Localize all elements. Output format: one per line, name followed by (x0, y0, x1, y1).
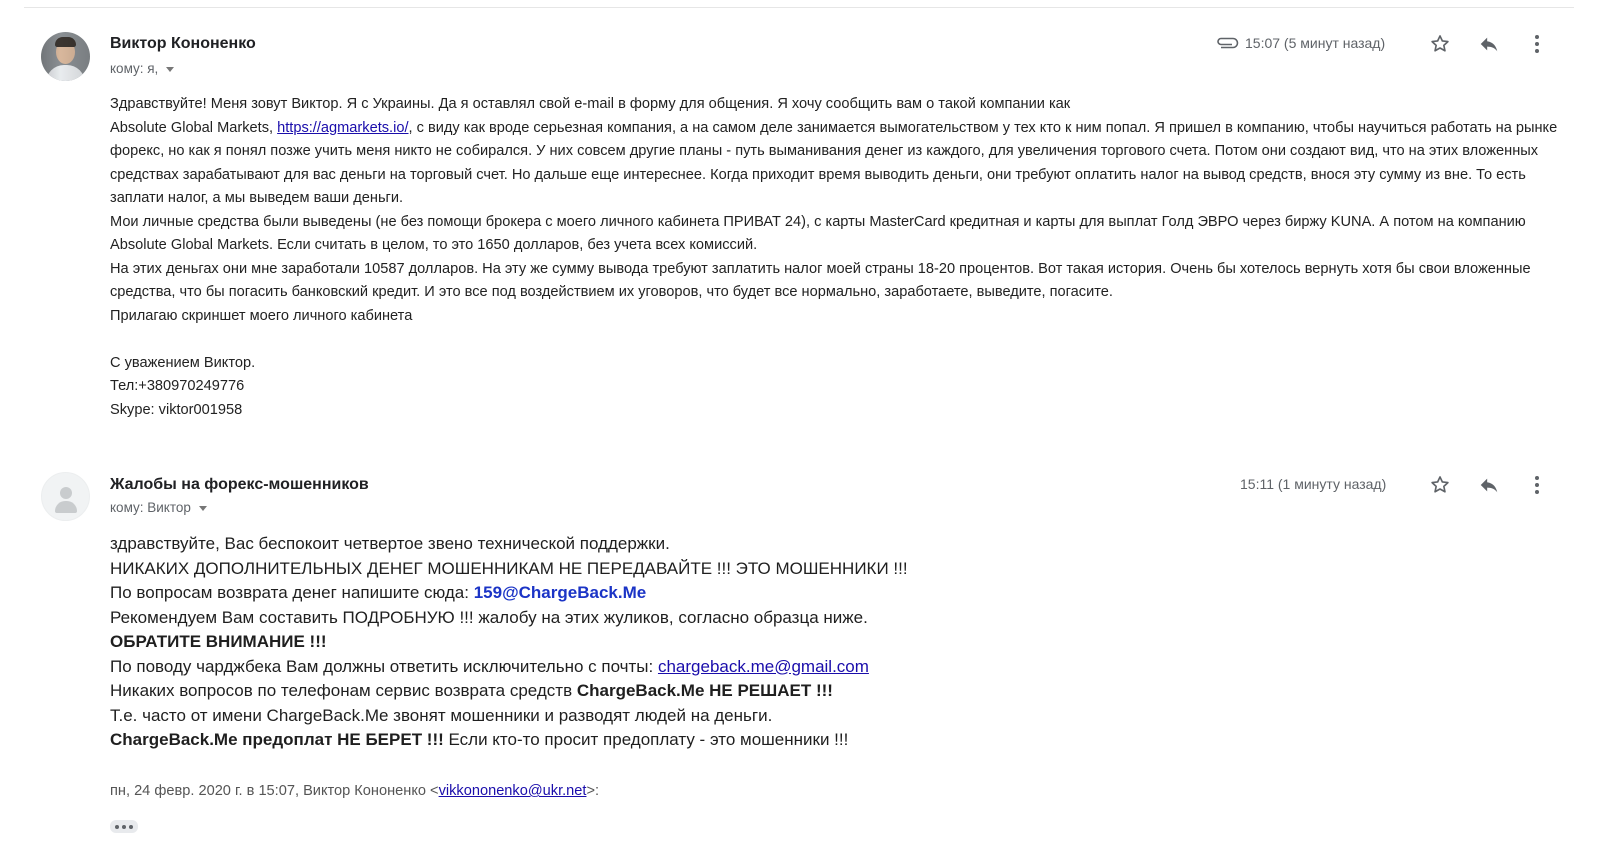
chevron-down-icon (166, 67, 174, 72)
body-line: ChargeBack.Me предоплат НЕ БЕРЕТ !!! Если кто-то просит предоплату - это мошенники !!! (110, 730, 849, 749)
more-vert-icon[interactable] (1524, 31, 1550, 57)
body-line: Рекомендуем Вам составить ПОДРОБНУЮ !!! жалобу на этих жуликов, согласно образца ниже. (110, 607, 868, 627)
sender-avatar[interactable] (41, 32, 90, 81)
sender-avatar[interactable] (41, 472, 90, 521)
body-line: Т.е. часто от имени ChargeBack.Me звонят мошенники и разводят людей на деньги. (110, 705, 773, 725)
star-icon[interactable] (1427, 31, 1453, 57)
time-text: 15:11 (1 минуту назад) (1240, 476, 1387, 492)
recipients-label: кому: я, (110, 61, 159, 76)
star-icon[interactable] (1427, 472, 1453, 498)
body-line: По поводу чарджбека Вам должны ответить исключительно с почты: chargeback.me@gmail.com (110, 656, 869, 676)
message-time (1215, 35, 1385, 52)
time-text: 15:07 (5 минут назад) (1245, 35, 1386, 51)
reply-icon[interactable] (1476, 31, 1502, 57)
quoted-sender-email[interactable]: vikkononenko@ukr.net (438, 783, 587, 799)
reply-icon[interactable] (1476, 472, 1502, 498)
body-paragraph: Мои личные средства были выведены (не без помощи брокера с моего личного кабинета ПРИВАТ 24), с карты MasterCard кредитная и карты для выплат Голд ЭВРО через биржу KUNA. А потом на компанию Absolute Global Markets. Если считать в целом, то это 1650 долларов, без учета всех комиссий. (110, 213, 1526, 253)
message-time (1240, 476, 1386, 492)
recipients-dropdown[interactable] (110, 500, 207, 515)
recipients-dropdown[interactable] (110, 61, 174, 76)
attachment-icon[interactable] (1215, 36, 1239, 52)
sender-name[interactable]: Жалобы на форекс-мошенников (110, 476, 369, 493)
signature-skype: Skype: viktor001958 (110, 401, 243, 418)
quoted-header: пн, 24 февр. 2020 г. в 15:07, Виктор Кононенко <vikkononenko@ukr.net>: (110, 783, 600, 799)
body-line: НИКАКИХ ДОПОЛНИТЕЛЬНЫХ ДЕНЕГ МОШЕННИКАМ НЕ ПЕРЕДАВАЙТЕ !!! ЭТО МОШЕННИКИ !!! (110, 558, 908, 578)
body-line: здравствуйте, Вас беспокоит четвертое звено технической поддержки. (110, 534, 670, 553)
body-line: По вопросам возврата денег напишите сюда: 159@ChargeBack.Me (110, 583, 647, 602)
more-vert-icon[interactable] (1524, 472, 1550, 498)
message-body (110, 93, 1560, 422)
chargeback-email-link[interactable]: chargeback.me@gmail.com (657, 656, 869, 676)
company-link[interactable]: https://agmarkets.io/ (277, 119, 409, 136)
recipients-label: кому: Виктор (110, 500, 191, 515)
message-body (110, 532, 1510, 753)
contact-email[interactable]: 159@ChargeBack.Me (473, 583, 647, 602)
sender-name[interactable]: Виктор Кононенко (110, 35, 256, 52)
body-line: ОБРАТИТЕ ВНИМАНИЕ !!! (110, 632, 327, 651)
body-paragraph: Absolute Global Markets, https://agmarkets.io/, с виду как вроде серьезная компания, а на самом деле занимается вымогательством у тех кто к ним попал. Я пришел в компанию, чтобы научиться работать на рынке форекс, но как я понял позже учить меня никто не собирался. У них совсем другие планы - путь выманивания денег из каждого, для увеличения торгового счета. Потом они создают вид, что на этих вложенных средствах зарабатывают для вас деньги на торговый счет. Но дальше еще интереснее. Когда приходит время выводить деньги, они требуют оплатить налог на вывод средств, внося эту сумму из вне. То есть заплати налог, а мы выведем ваши деньги. (110, 119, 1558, 206)
body-paragraph: Здравствуйте! Меня зовут Виктор. Я с Украины. Да я оставлял свой e-mail в форму для общения. Я хочу сообщить вам о такой компании как (110, 96, 1071, 112)
signature-line: С уважением Виктор. (110, 354, 256, 371)
chevron-down-icon (199, 506, 207, 511)
body-paragraph: На этих деньгах они мне заработали 10587 долларов. На эту же сумму вывода требуют заплатить налог моей страны 18-20 процентов. Вот такая история. Очень бы хотелось вернуть хотя бы свои вложенные средства, что бы погасить банковский кредит. И это все под воздействием их уговоров, что будет все нормально, заработаете, выведите, погасите. (110, 260, 1531, 300)
body-line: Никаких вопросов по телефонам сервис возврата средств ChargeBack.Me НЕ РЕШАЕТ !!! (110, 681, 833, 700)
top-divider (24, 7, 1574, 8)
body-paragraph: Прилагаю скриншет моего личного кабинета (110, 307, 413, 324)
ellipsis-icon[interactable] (110, 820, 138, 833)
signature-phone: Тел:+380970249776 (110, 378, 245, 394)
